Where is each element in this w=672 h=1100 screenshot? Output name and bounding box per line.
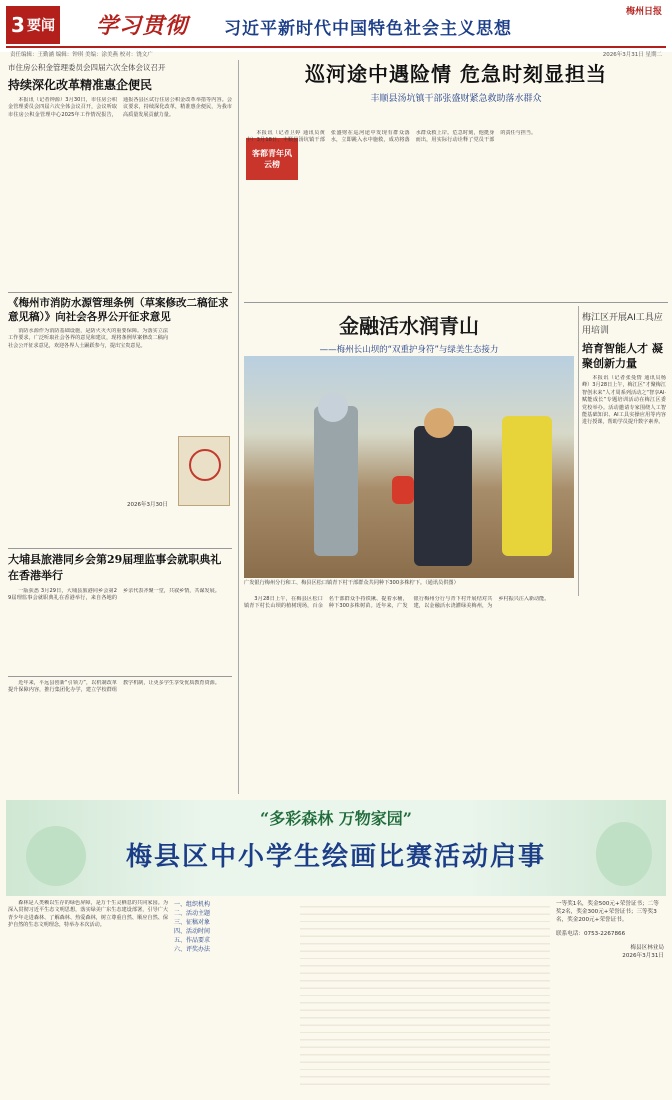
section-label: 六、评奖办法: [174, 946, 211, 953]
divider: [8, 676, 232, 677]
person-figure: [502, 416, 552, 556]
page-number-box: [6, 6, 60, 44]
kicker: 市住房公积金管理委员会四届六次全体会议召开: [8, 63, 166, 72]
column-tag: 客都青年风云榜: [246, 138, 298, 180]
divider: [8, 292, 232, 293]
divider: [8, 548, 232, 549]
contact-phone: 联系电话：0753-2267866: [556, 931, 626, 937]
contest-sections: [174, 900, 294, 954]
red-bucket: [392, 476, 414, 504]
paper-brand: 梅州日报: [625, 7, 662, 17]
left-article-1: [8, 62, 232, 217]
headline: 巡河途中遇险情 危急时刻显担当: [305, 62, 607, 86]
top-story: [244, 58, 668, 104]
left-article-2: [8, 296, 232, 508]
banner-subtitle: 梅县区中小学生绘画比赛活动启事: [125, 842, 546, 872]
headline: 持续深化改革精准惠企便民: [8, 78, 153, 92]
section-label: 五、作品要求: [174, 937, 211, 944]
section-label: 四、活动时间: [174, 928, 211, 935]
tree-decoration: [26, 826, 86, 886]
feature-body: 3月28日上午，在梅县区松口镇青下村长山坝的植树现场，百余名干部群众手持铁锹、提着水桶，种下300多株树苗。近年来，广发银行梅州分行与青下村开展结对共建，以金融活水浇灌绿美梅州，为乡村振兴注入新动能。: [244, 596, 550, 610]
slogan-subtitle: 习近平新时代中国特色社会主义思想: [224, 19, 512, 39]
kicker: 梅江区开展AI工具应用培训: [582, 313, 663, 336]
headline: 《梅州市消防水源管理条例（草案修改二稿征求意见稿）》向社会各界公开征求意见: [8, 297, 229, 323]
contest-details: [8, 900, 664, 1094]
notice-date: 2026年3月30日: [127, 502, 168, 508]
article-body: 本报讯（记者张曼情 通讯员杨峰）3月28日上午，梅江区“才聚梅江 智创未来”人才周系列活动之“智享AI·赋能成长”专题培训活动在梅江区委党校举办。活动邀请专家围绕人工智能基础知识、AI工具实操应用等内容进行授课，帮助学员提升数字素养。: [582, 375, 666, 426]
column-divider: [238, 60, 239, 794]
notice-date: 2026年3月31日: [622, 953, 664, 959]
editor-credits: 责任编辑：王勤涵 编辑：钟琪 美编：涂美燕 校对：饶文广: [10, 52, 153, 58]
right-article: [582, 312, 666, 595]
left-article-4: [8, 680, 232, 790]
subheadline: 丰顺县汤坑镇干部张盛财紧急救助落水群众: [370, 94, 542, 104]
headline: 金融活水润青山: [339, 314, 479, 338]
column-divider: [578, 306, 579, 596]
contest-prizes: [556, 900, 664, 960]
official-seal: [178, 436, 230, 506]
issue-date: 2026年3月31日 星期二: [602, 52, 662, 58]
headline: 大埔县旅港同乡会第29届理监事会就职典礼在香港举行: [8, 553, 222, 582]
tree-decoration: [596, 822, 652, 886]
prize-list: 一等奖1名，奖金500元+荣誉证书；二等奖2名，奖金300元+荣誉证书；三等奖3名，奖金200元+荣誉证书。: [556, 901, 659, 923]
slogan: 学习贯彻: [96, 13, 189, 39]
section-label: 一、组织机构: [174, 901, 211, 908]
section-label: 三、征稿对象: [174, 919, 211, 926]
section-label: 二、活动主题: [174, 910, 211, 917]
contest-rules-text: [300, 900, 550, 1090]
subheadline: ——梅州长山坝的“双重护身符”与绿美生态接力: [319, 345, 499, 355]
masthead-divider: [6, 46, 666, 48]
feature-photo: [244, 356, 574, 578]
section-name: 要闻: [26, 18, 55, 34]
article-body: 消防水源作为消防基础设施，是防火灭火的重要保障。为落实立法工作要求，广泛听取社会各界的意见和建议，现将条例草案修改二稿向社会公开征求意见，欢迎各界人士踊跃参与，提出宝贵意见。: [8, 328, 168, 349]
page-number: 3: [11, 13, 25, 37]
top-story-body: 本报讯（记者卫婷 通讯员黄丰）3月18日，丰顺县汤坑镇干部张盛财在巡河途中发现有群众落水，立即跳入水中施救，成功将落水群众救上岸。危急时刻，他挺身而出，用实际行动诠释了党员干部的责任与担当。: [246, 130, 537, 144]
headline: 培育智能人才 凝聚创新力量: [582, 342, 663, 370]
feature-story: [244, 310, 574, 355]
left-article-3: [8, 552, 232, 688]
divider: [244, 302, 668, 303]
banner-title: “多彩森林 万物家园”: [260, 809, 412, 828]
contest-banner: [6, 800, 666, 896]
person-figure: [314, 406, 358, 556]
contest-intro: 森林是人类赖以生存的绿色屏障，是万千生灵栖息的共同家园。为深入贯彻习近平生态文明思想，落实绿美广东生态建设部署，引导广大青少年走进森林、了解森林、热爱森林，树立尊重自然、顺应自然、保护自然的生态文明理念，特举办本次活动。: [8, 900, 168, 929]
article-body: 一版获悉 3月29日，大埔县旅港同乡会第29届理监事会就职典礼在香港举行，来自各地的乡亲代表齐聚一堂，共叙乡情，共谋发展。: [8, 588, 220, 602]
article-body: 本报讯（记者钟源）3月30日，市住房公积金管理委员会四届六次全体会议召开，会议听取市住房公积金管理中心2025年工作情况报告，通报各县区试行住房公积金改革举措等内容。会议要求，持续深化改革，精准惠企便民，为我市高质量发展贡献力量。: [8, 97, 232, 118]
photo-caption: 广发银行梅州分行和工、梅县区松口镇青下村干部群众共同种下300多株柠下。（通讯员供图）: [244, 580, 459, 586]
person-figure: [414, 426, 472, 566]
article-body: 近年来，平远县创新“引领力”，以机制改革提升保障内容，推行集团化办学，建立学校群组教学机制，让更多学生享受优质教育资源。: [8, 680, 220, 694]
signoff: 梅县区林业局: [630, 945, 664, 951]
